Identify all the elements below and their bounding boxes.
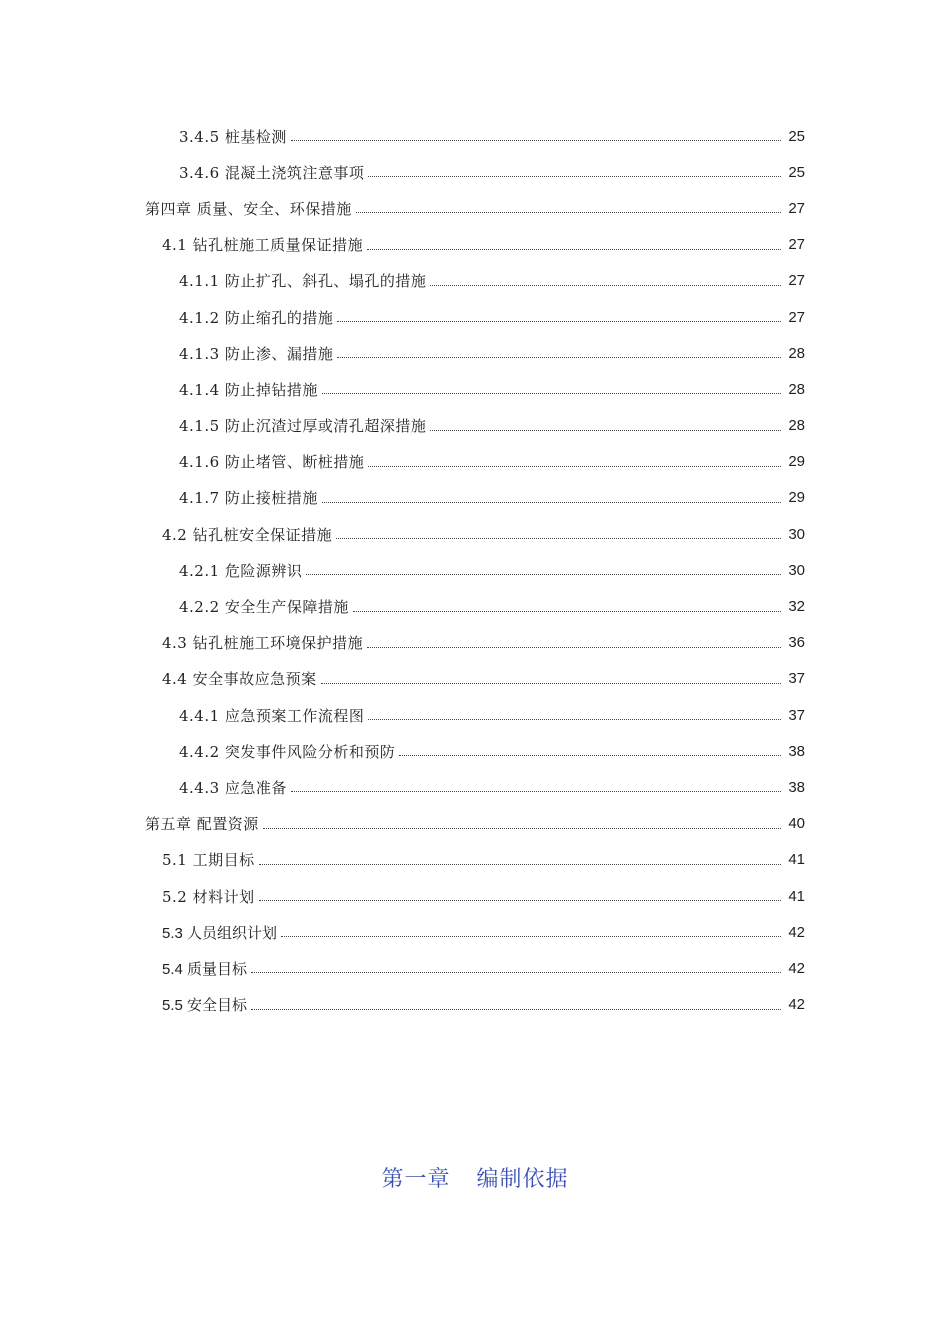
toc-entry-page: 32 xyxy=(788,598,805,616)
toc-entry[interactable] xyxy=(0,408,805,444)
toc-entry-label: 4.1 钻孔桩施工质量保证措施 xyxy=(162,236,364,255)
toc-dot-leader xyxy=(368,161,781,177)
toc-entry[interactable] xyxy=(0,335,805,371)
toc-entry-label: 5.1 工期目标 xyxy=(162,851,255,870)
toc-entry-page: 28 xyxy=(788,380,805,398)
toc-entry-page: 30 xyxy=(788,561,805,579)
toc-entry[interactable] xyxy=(0,154,805,190)
toc-entry-page: 37 xyxy=(788,706,805,724)
toc-entry-page: 41 xyxy=(788,851,805,869)
toc-entry-page: 27 xyxy=(788,236,805,254)
toc-dot-leader xyxy=(367,632,781,648)
toc-entry-label: 4.2.2 安全生产保障措施 xyxy=(179,598,349,617)
toc-entry-label: 5.5 安全目标 xyxy=(162,994,249,1015)
toc-dot-leader xyxy=(281,921,781,937)
toc-entry-page: 25 xyxy=(788,127,805,145)
chapter-title: 编制依据 xyxy=(476,1167,569,1192)
toc-entry[interactable] xyxy=(0,118,805,154)
toc-entry[interactable] xyxy=(0,987,805,1023)
chapter-number: 第一章 xyxy=(381,1167,451,1192)
toc-entry-page: 36 xyxy=(788,634,805,652)
toc-entry-label: 5.2 材料计划 xyxy=(162,887,255,906)
toc-entry-label: 5.4 质量目标 xyxy=(162,958,249,979)
toc-dot-leader xyxy=(337,342,781,358)
toc-dot-leader xyxy=(337,306,781,322)
toc-entry-label: 4.2.1 危险源辨识 xyxy=(179,561,303,580)
toc-entry-label: 4.3 钻孔桩施工环境保护措施 xyxy=(162,634,364,653)
toc-entry-label: 4.4.3 应急准备 xyxy=(179,778,287,797)
toc-entry-page: 28 xyxy=(788,344,805,362)
toc-entry-label: 第四章 质量、安全、环保措施 xyxy=(145,199,352,218)
toc-entry-label: 4.4 安全事故应急预案 xyxy=(162,670,317,689)
toc-dot-leader xyxy=(291,776,781,792)
toc-dot-leader xyxy=(356,197,781,213)
toc-entry-page: 40 xyxy=(788,815,805,833)
toc-entry-page: 29 xyxy=(788,489,805,507)
toc-entry-page: 27 xyxy=(788,272,805,290)
toc-entry[interactable] xyxy=(0,806,805,842)
toc-entry[interactable] xyxy=(0,661,805,697)
toc-dot-leader xyxy=(251,957,781,973)
toc-entry[interactable] xyxy=(0,371,805,407)
toc-entry-label: 第五章 配置资源 xyxy=(145,815,259,834)
toc-entry-label: 4.2 钻孔桩安全保证措施 xyxy=(162,525,333,544)
toc-dot-leader xyxy=(353,596,781,612)
toc-entry-label: 4.4.1 应急预案工作流程图 xyxy=(179,706,365,725)
toc-dot-leader xyxy=(259,849,781,865)
toc-entry[interactable] xyxy=(0,733,805,769)
toc-entry-page: 42 xyxy=(788,996,805,1014)
toc-entry-label: 4.1.5 防止沉渣过厚或清孔超深措施 xyxy=(179,417,427,436)
toc-entry[interactable] xyxy=(0,588,805,624)
toc-dot-leader xyxy=(291,125,781,141)
toc-entry-label: 3.4.5 桩基检测 xyxy=(179,127,287,146)
toc-dot-leader xyxy=(259,885,781,901)
toc-entry-page: 29 xyxy=(788,453,805,471)
toc-entry[interactable] xyxy=(0,950,805,986)
toc-entry-page: 42 xyxy=(788,959,805,977)
toc-entry[interactable] xyxy=(0,227,805,263)
toc-dot-leader xyxy=(430,270,781,286)
toc-entry-page: 42 xyxy=(788,923,805,941)
toc-entry[interactable] xyxy=(0,444,805,480)
toc-entry-label: 4.1.6 防止堵管、断桩措施 xyxy=(179,453,365,472)
toc-entry-label: 4.1.3 防止渗、漏措施 xyxy=(179,344,334,363)
toc-entry-label: 3.4.6 混凝土浇筑注意事项 xyxy=(179,163,365,182)
toc-entry-label: 4.1.2 防止缩孔的措施 xyxy=(179,308,334,327)
toc-dot-leader xyxy=(263,813,781,829)
toc-dot-leader xyxy=(368,704,781,720)
toc-entry[interactable] xyxy=(0,190,805,226)
toc-entry[interactable] xyxy=(0,914,805,950)
toc-dot-leader xyxy=(322,378,781,394)
toc-entry[interactable] xyxy=(0,842,805,878)
toc-entry-label: 4.1.1 防止扩孔、斜孔、塌孔的措施 xyxy=(179,272,427,291)
toc-entry[interactable] xyxy=(0,769,805,805)
toc-dot-leader xyxy=(399,740,781,756)
toc-entry-page: 37 xyxy=(788,670,805,688)
toc-dot-leader xyxy=(367,234,781,250)
toc-dot-leader xyxy=(430,415,781,431)
chapter-heading xyxy=(0,1162,950,1193)
toc-entry-page: 25 xyxy=(788,163,805,181)
toc-entry-label: 5.3 人员组织计划 xyxy=(162,922,279,943)
toc-entry-page: 27 xyxy=(788,308,805,326)
toc-entry[interactable] xyxy=(0,878,805,914)
toc-entry[interactable] xyxy=(0,552,805,588)
toc-entry-label: 4.1.4 防止掉钻措施 xyxy=(179,380,318,399)
toc-entry[interactable] xyxy=(0,516,805,552)
toc-entry-page: 41 xyxy=(788,887,805,905)
table-of-contents xyxy=(0,118,950,1023)
toc-entry[interactable] xyxy=(0,625,805,661)
toc-dot-leader xyxy=(368,451,781,467)
toc-entry[interactable] xyxy=(0,299,805,335)
toc-entry[interactable] xyxy=(0,697,805,733)
toc-dot-leader xyxy=(322,487,781,503)
toc-dot-leader xyxy=(251,994,781,1010)
toc-dot-leader xyxy=(306,559,781,575)
toc-entry[interactable] xyxy=(0,480,805,516)
toc-entry-page: 28 xyxy=(788,417,805,435)
toc-entry[interactable] xyxy=(0,263,805,299)
toc-dot-leader xyxy=(336,523,781,539)
toc-entry-page: 38 xyxy=(788,742,805,760)
toc-entry-page: 38 xyxy=(788,778,805,796)
toc-entry-page: 30 xyxy=(788,525,805,543)
toc-entry-label: 4.4.2 突发事件风险分析和预防 xyxy=(179,742,396,761)
toc-entry-label: 4.1.7 防止接桩措施 xyxy=(179,489,318,508)
toc-entry-page: 27 xyxy=(788,199,805,217)
toc-dot-leader xyxy=(321,668,781,684)
